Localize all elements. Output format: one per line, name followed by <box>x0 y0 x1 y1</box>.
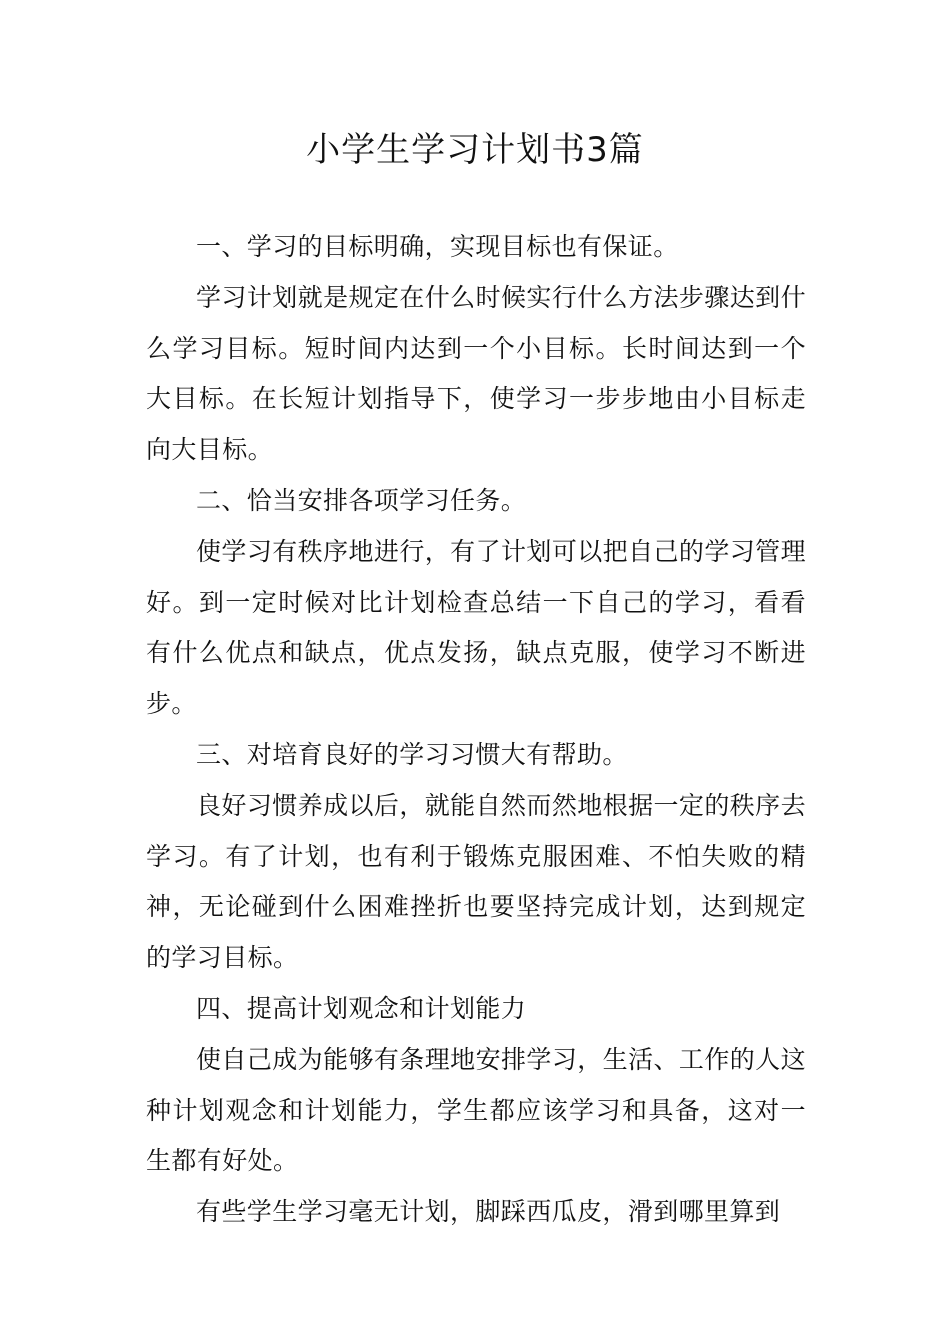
section-heading-1: 一、学习的目标明确，实现目标也有保证。 <box>196 232 679 261</box>
section-heading-2: 二、恰当安排各项学习任务。 <box>196 485 527 515</box>
paragraph-4: 使自己成为能够有条理地安排学习，生活、工作的人这种计划观念和计划能力，学生都应该学习和具备，这对一生都有好处。 <box>146 1044 806 1176</box>
document-body <box>146 222 806 1238</box>
paragraph-2: 使学习有秩序地进行，有了计划可以把自己的学习管理好。到一定时候对比计划检查总结一下自己的学习，看看有什么优点和缺点，优点发扬，缺点克服，使学习不断进步。 <box>146 536 806 719</box>
paragraph-3: 良好习惯养成以后，就能自然而然地根据一定的秩序去学习。有了计划，也有利于锻炼克服困难、不怕失败的精神，无论碰到什么困难挫折也要坚持完成计划，达到规定的学习目标。 <box>146 790 806 973</box>
paragraph-5: 有些学生学习毫无计划，脚踩西瓜皮，滑到哪里算到 <box>196 1197 781 1227</box>
section-heading-4: 四、提高计划观念和计划能力 <box>196 993 527 1023</box>
document-title: 小学生学习计划书3篇 <box>306 130 644 170</box>
paragraph-1: 学习计划就是规定在什么时候实行什么方法步骤达到什么学习目标。短时间内达到一个小目标。长时间达到一个大目标。在长短计划指导下，使学习一步步地由小目标走向大目标。 <box>146 282 806 465</box>
section-heading-3: 三、对培育良好的学习习惯大有帮助。 <box>196 739 628 769</box>
